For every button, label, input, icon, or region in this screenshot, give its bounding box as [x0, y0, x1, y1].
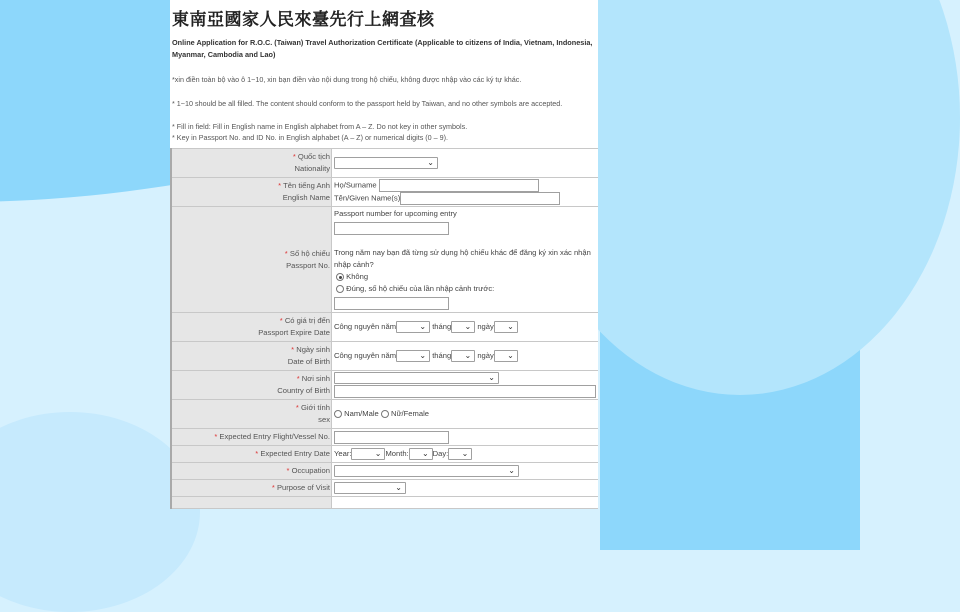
birth-year-select[interactable]	[396, 350, 430, 362]
row-occupation	[171, 463, 598, 480]
entry-month-select[interactable]	[409, 448, 433, 460]
expire-month-select[interactable]	[451, 321, 475, 333]
label-purpose: * Purpose of Visit	[171, 480, 332, 497]
passport-number-input[interactable]	[334, 222, 449, 235]
note-en: * 1~10 should be all filled. The content should conform to the passport held by Taiwan, and no other symbols are accepted.	[172, 99, 563, 108]
row-sex: * Giới tính sex Nam/Male Nữ/Female	[171, 400, 598, 429]
entry-day-select[interactable]	[448, 448, 472, 460]
chevron-down-icon: ⌄	[507, 351, 514, 360]
occupation-select[interactable]	[334, 465, 519, 477]
page-subtitle: Online Application for R.O.C. (Taiwan) Travel Authorization Certificate (Applicable to citizens of India, Vietnam, Indonesia, Myanmar, Cambodia and Lao)	[172, 38, 593, 59]
birth-day-select[interactable]	[494, 350, 518, 362]
expire-day-select[interactable]	[494, 321, 518, 333]
radio-previous-passport-yes[interactable]	[336, 285, 344, 293]
row-passport-expire: * Có giá trị đến Passport Expire Date Công nguyên năm ⌄ tháng ⌄ ngày ⌄	[171, 313, 598, 342]
chevron-down-icon: ⌄	[508, 466, 515, 475]
radio-previous-passport-no[interactable]	[336, 273, 344, 281]
entry-flight-input[interactable]	[334, 431, 449, 444]
label-country-of-birth: * Nơi sinh Country of Birth	[171, 371, 332, 400]
application-page	[170, 0, 598, 492]
row-passport: * Số hộ chiếu Passport No. Passport number for upcoming entry Trong năm nay bạn đã từng sử dụng hộ chiếu khác để đăng ký xin xác nhận nhập cảnh? Không Đúng, số hộ chiếu của lần nhập cảnh trước:	[171, 207, 598, 313]
chevron-down-icon: ⌄	[464, 322, 472, 331]
row-purpose	[171, 480, 598, 497]
radio-male[interactable]	[334, 410, 342, 418]
surname-input[interactable]	[379, 179, 539, 192]
previous-passport-input[interactable]	[334, 297, 449, 310]
chevron-down-icon: ⌄	[419, 322, 427, 331]
given-name-input[interactable]	[400, 192, 560, 205]
row-english-name: * Tên tiếng Anh English Name Họ/Surname Tên/Given Name(s)	[171, 178, 598, 207]
chevron-down-icon: ⌄	[421, 449, 429, 458]
note-passport-id: * Key in Passport No. and ID No. in English alphabet (A – Z) or numerical digits (0 – 9).	[172, 133, 449, 142]
label-entry-date: * Expected Entry Date	[171, 446, 332, 463]
expire-year-select[interactable]	[396, 321, 430, 333]
note-vi: *xin điền toàn bộ vào ô 1~10, xin bạn điền vào nội dung trong hộ chiếu, không được nhập vào các ký tự khác.	[172, 75, 522, 84]
chevron-down-icon: ⌄	[488, 373, 495, 382]
label-english-name: * Tên tiếng Anh English Name	[171, 178, 332, 207]
row-country-of-birth	[171, 371, 598, 400]
purpose-select[interactable]	[334, 482, 406, 494]
chevron-down-icon: ⌄	[464, 351, 472, 360]
label-passport-expire: * Có giá trị đến Passport Expire Date	[171, 313, 332, 342]
chevron-down-icon: ⌄	[461, 449, 469, 458]
chevron-down-icon: ⌄	[427, 158, 434, 167]
birth-month-select[interactable]	[451, 350, 475, 362]
label-occupation: * Occupation	[171, 463, 332, 480]
chevron-down-icon: ⌄	[395, 483, 402, 492]
chevron-down-icon: ⌄	[374, 449, 382, 458]
label-sex: * Giới tính sex	[171, 400, 332, 429]
label-entry-flight: * Expected Entry Flight/Vessel No.	[171, 429, 332, 446]
label-nationality: * Quốc tịch Nationality	[171, 149, 332, 178]
radio-female[interactable]	[381, 410, 389, 418]
row-date-of-birth: * Ngày sinh Date of Birth Công nguyên năm ⌄ tháng ⌄ ngày ⌄	[171, 342, 598, 371]
row-entry-date: * Expected Entry Date Year: ⌄ Month: ⌄ Day: ⌄	[171, 446, 598, 463]
label-passport: * Số hộ chiếu Passport No.	[171, 207, 332, 313]
application-form	[170, 148, 598, 509]
birth-country-input[interactable]	[334, 385, 596, 398]
row-entry-flight	[171, 429, 598, 446]
note-english-name: * Fill in field: Fill in English name in English alphabet from A – Z. Do not key in other symbols.	[172, 122, 468, 131]
row-nationality	[171, 149, 598, 178]
entry-year-select[interactable]	[351, 448, 385, 460]
nationality-select[interactable]	[334, 157, 438, 169]
birth-country-select[interactable]	[334, 372, 499, 384]
chevron-down-icon: ⌄	[507, 322, 514, 331]
label-date-of-birth: * Ngày sinh Date of Birth	[171, 342, 332, 371]
chevron-down-icon: ⌄	[419, 351, 427, 360]
row-next	[171, 497, 598, 509]
page-title: 東南亞國家人民來臺先行上網查核	[172, 10, 435, 29]
